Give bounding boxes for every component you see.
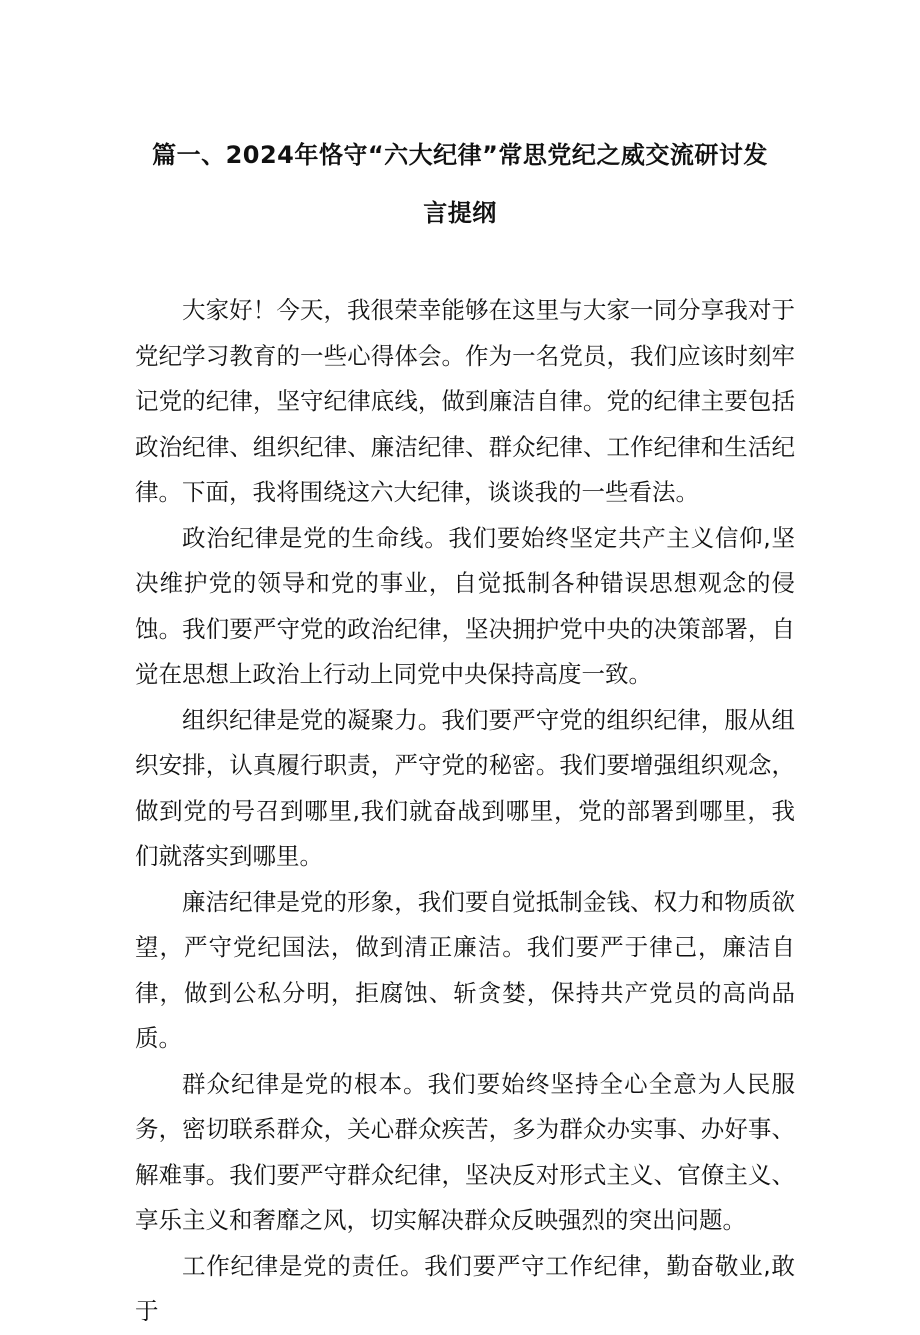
paragraph-integrity-discipline: 廉洁纪律是党的形象，我们要自觉抵制金钱、权力和物质欲望，严守党纪国法，做到清正廉洁。我们要严于律己，廉洁自律，做到公私分明，拒腐蚀、斩贪婪，保持共产党员的高尚品质。 <box>135 887 795 1052</box>
title-line-2: 言提纲 <box>423 199 497 227</box>
paragraph-political-discipline: 政治纪律是党的生命线。我们要始终坚定共产主义信仰,坚决维护党的领导和党的事业，自觉抵制各种错误思想观念的侵蚀。我们要严守党的政治纪律，坚决拥护党中央的决策部署，自觉在思想上政治上行动上同党中央保持高度一致。 <box>135 523 795 688</box>
paragraph-mass-discipline: 群众纪律是党的根本。我们要始终坚持全心全意为人民服务，密切联系群众，关心群众疾苦，多为群众办实事、办好事、解难事。我们要严守群众纪律，坚决反对形式主义、官僚主义、享乐主义和奢靡之风，切实解决群众反映强烈的突出问题。 <box>135 1069 795 1234</box>
document-title <box>130 126 790 242</box>
paragraph-intro: 大家好！今天，我很荣幸能够在这里与大家一同分享我对于党纪学习教育的一些心得体会。作为一名党员，我们应该时刻牢记党的纪律，坚守纪律底线，做到廉洁自律。党的纪律主要包括政治纪律、组织纪律、廉洁纪律、群众纪律、工作纪律和生活纪律。下面，我将围绕这六大纪律，谈谈我的一些看法。 <box>135 296 795 506</box>
paragraph-organizational-discipline: 组织纪律是党的凝聚力。我们要严守党的组织纪律，服从组织安排，认真履行职责，严守党的秘密。我们要增强组织观念，做到党的号召到哪里,我们就奋战到哪里，党的部署到哪里，我们就落实到哪里。 <box>135 705 795 870</box>
title-line-1: 篇一、2024年恪守“六大纪律”常思党纪之威交流研讨发 <box>152 141 768 169</box>
document-body <box>135 288 795 1335</box>
paragraph-work-discipline: 工作纪律是党的责任。我们要严守工作纪律，勤奋敬业,敢于 <box>135 1251 795 1325</box>
